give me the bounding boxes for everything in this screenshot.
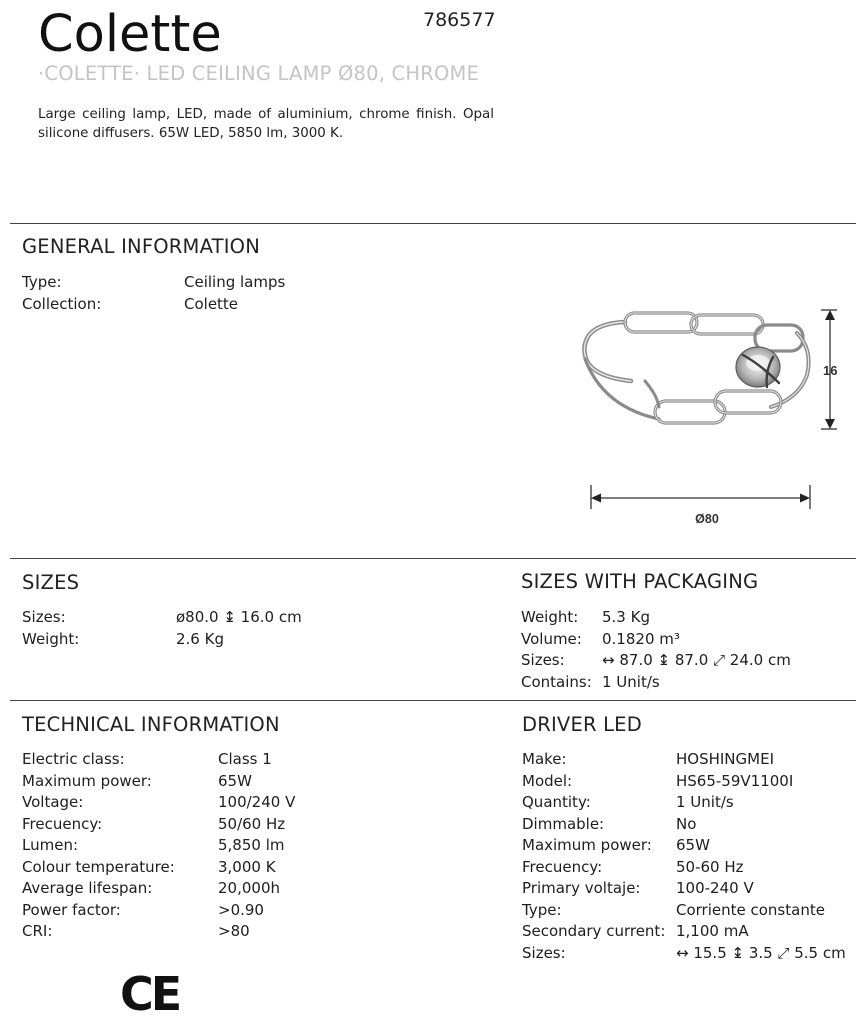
driver-label: Maximum power: xyxy=(522,836,652,854)
technical-label: Average lifespan: xyxy=(22,879,153,897)
lamp-illustration xyxy=(584,313,808,423)
packaging-table xyxy=(521,607,791,693)
packaging-value: 1 Unit/s xyxy=(602,672,660,691)
driver-row xyxy=(522,857,846,879)
technical-row xyxy=(22,857,295,879)
technical-value: 3,000 K xyxy=(218,857,276,876)
general-value: Colette xyxy=(184,294,239,313)
technical-value: 5,850 lm xyxy=(218,836,285,854)
driver-value: Corriente constante xyxy=(676,900,825,919)
driver-label: Secondary current: xyxy=(522,922,666,940)
technical-row xyxy=(22,921,295,943)
driver-value: No xyxy=(676,814,697,833)
technical-value: Class 1 xyxy=(218,750,272,768)
driver-row xyxy=(522,900,846,922)
packaging-label: Sizes: xyxy=(521,651,565,669)
technical-row xyxy=(22,814,295,836)
technical-value: 20,000h xyxy=(218,879,280,897)
packaging-label: Volume: xyxy=(521,629,582,648)
technical-value: >80 xyxy=(218,922,250,940)
technical-row xyxy=(22,835,295,857)
packaging-value: ↔ 87.0 ↨ 87.0 ⤢ 24.0 cm xyxy=(602,651,791,669)
driver-value: HOSHINGMEI xyxy=(676,750,774,768)
sizes-row-weight xyxy=(22,629,302,651)
technical-value: >0.90 xyxy=(218,900,264,919)
driver-row xyxy=(522,921,846,943)
packaging-row xyxy=(521,629,791,651)
divider-technical xyxy=(10,700,856,701)
general-value: Ceiling lamps xyxy=(184,273,286,291)
sizes-value: 2.6 Kg xyxy=(176,629,224,648)
driver-row xyxy=(522,878,846,900)
product-title: Colette xyxy=(38,5,222,64)
driver-value: HS65-59V1100I xyxy=(676,771,794,790)
technical-value: 65W xyxy=(218,771,252,790)
general-row-type xyxy=(22,272,285,294)
diameter-dimension xyxy=(591,485,810,509)
technical-label: Electric class: xyxy=(22,750,125,768)
general-table xyxy=(22,272,285,315)
general-label: Type: xyxy=(22,273,62,291)
technical-table xyxy=(22,749,295,943)
product-reference: 786577 xyxy=(423,9,496,31)
driver-value: 1 Unit/s xyxy=(676,793,734,811)
divider-general xyxy=(10,223,856,224)
technical-label: Power factor: xyxy=(22,900,121,919)
general-label: Collection: xyxy=(22,294,102,313)
packaging-value: 0.1820 m³ xyxy=(602,629,680,648)
driver-value: 50-60 Hz xyxy=(676,857,744,876)
sizes-label: Weight: xyxy=(22,629,80,648)
technical-label: Frecuency: xyxy=(22,814,103,833)
technical-row xyxy=(22,878,295,900)
packaging-row xyxy=(521,650,791,672)
driver-row xyxy=(522,749,846,771)
driver-row xyxy=(522,792,846,814)
technical-label: Voltage: xyxy=(22,793,84,811)
driver-label: Sizes: xyxy=(522,943,566,962)
driver-value: 100-240 V xyxy=(676,879,754,897)
driver-row xyxy=(522,771,846,793)
technical-label: Colour temperature: xyxy=(22,857,175,876)
driver-label: Model: xyxy=(522,771,573,790)
driver-row xyxy=(522,943,846,965)
technical-value: 100/240 V xyxy=(218,793,296,811)
driver-table xyxy=(522,749,846,964)
packaging-label: Weight: xyxy=(521,608,579,626)
packaging-row xyxy=(521,607,791,629)
ce-mark-icon: CE xyxy=(120,967,180,1021)
general-row-collection xyxy=(22,294,285,316)
driver-value: 65W xyxy=(676,836,710,854)
driver-label: Make: xyxy=(522,750,567,768)
technical-value: 50/60 Hz xyxy=(218,814,286,833)
divider-sizes xyxy=(10,558,856,559)
technical-row xyxy=(22,749,295,771)
driver-value: 1,100 mA xyxy=(676,922,749,940)
diameter-label: Ø80 xyxy=(695,512,719,526)
technical-label: CRI: xyxy=(22,922,53,940)
technical-heading: TECHNICAL INFORMATION xyxy=(22,713,280,736)
driver-row xyxy=(522,814,846,836)
driver-label: Quantity: xyxy=(522,793,591,811)
height-label: 16 xyxy=(823,363,838,378)
technical-row xyxy=(22,771,295,793)
sizes-value: ø80.0 ↨ 16.0 cm xyxy=(176,608,302,626)
driver-label: Frecuency: xyxy=(522,857,603,876)
packaging-label: Contains: xyxy=(521,672,592,691)
technical-label: Lumen: xyxy=(22,836,79,854)
driver-value: ↔ 15.5 ↨ 3.5 ⤢ 5.5 cm xyxy=(676,943,846,962)
technical-row xyxy=(22,900,295,922)
driver-heading: DRIVER LED xyxy=(522,713,642,736)
packaging-row xyxy=(521,672,791,694)
packaging-heading: SIZES WITH PACKAGING xyxy=(521,570,759,593)
technical-label: Maximum power: xyxy=(22,771,152,790)
driver-label: Primary voltaje: xyxy=(522,879,641,897)
lamp-dimension-drawing xyxy=(575,295,850,535)
sizes-table xyxy=(22,607,302,650)
product-subtitle: ·COLETTE· LED CEILING LAMP Ø80, CHROME xyxy=(38,62,480,85)
product-description: Large ceiling lamp, LED, made of aluminium, chrome finish. Opal silicone diffusers. 65W LED, 5850 lm, 3000 K. xyxy=(38,107,494,141)
packaging-value: 5.3 Kg xyxy=(602,608,650,626)
driver-label: Type: xyxy=(522,900,562,919)
sizes-row-dimensions xyxy=(22,607,302,629)
sizes-heading: SIZES xyxy=(22,571,80,594)
driver-row xyxy=(522,835,846,857)
sizes-label: Sizes: xyxy=(22,608,66,626)
technical-row xyxy=(22,792,295,814)
driver-label: Dimmable: xyxy=(522,814,605,833)
general-heading: GENERAL INFORMATION xyxy=(22,235,260,258)
